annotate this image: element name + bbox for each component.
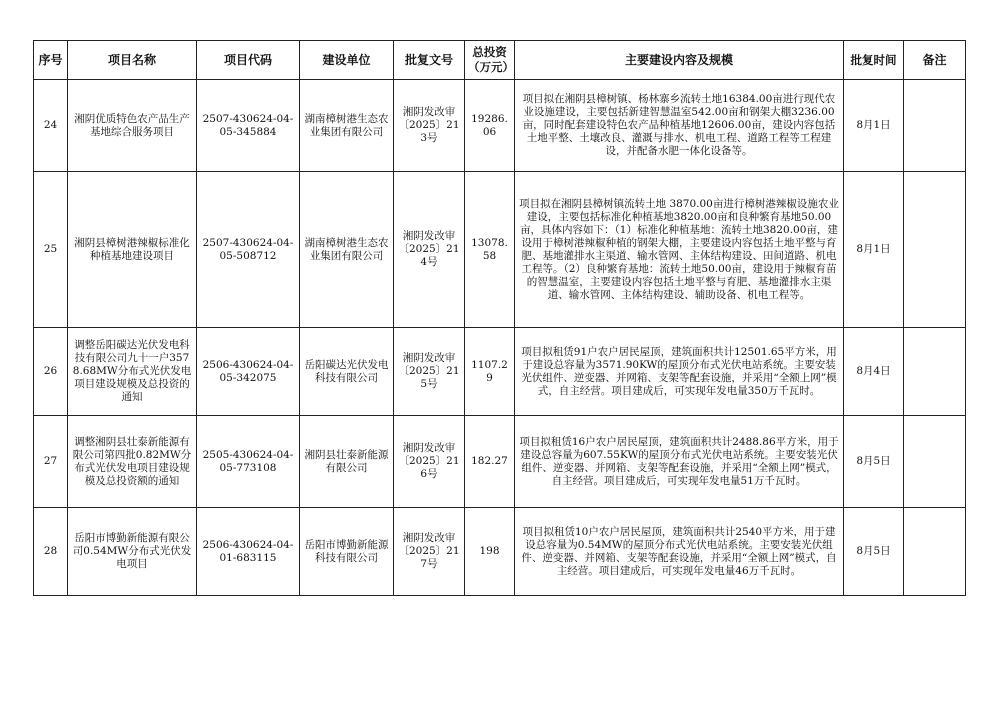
cell-unit: 湘阴县壮泰新能源有限公司	[300, 416, 394, 508]
header-note: 备注	[904, 41, 966, 80]
header-code: 项目代码	[197, 41, 300, 80]
cell-code: 2507-430624-04-05-508712	[197, 172, 300, 328]
cell-note	[904, 80, 966, 172]
cell-doc: 湘阴发改审〔2025〕216号	[394, 416, 465, 508]
approval-table	[33, 40, 966, 596]
table-row	[34, 328, 966, 416]
cell-invest: 19286.06	[465, 80, 515, 172]
cell-note	[904, 172, 966, 328]
table-row	[34, 80, 966, 172]
cell-content: 项目拟在湘阴县樟树镇流转土地 3870.00亩进行樟树港辣椒设施农业建设，主要包括标准化种植基地3820.00亩和良种繁育基地50.00亩，具体内容如下：（1）标准化种植基地：流转土地3820.00亩，建设用于樟树港辣椒种植的钢架大棚，主要建设内容包括土地平整与育肥、基地灌排水主渠道、输水管网、主体结构建设、田间道路、机电工程等。（2）良种繁育基地：流转土地50.00亩，建设用于辣椒育苗的智慧温室，主要建设内容包括土地平整与育肥、基地灌排水主渠道、输水管网、主体结构建设、辅助设备、机电工程等。	[515, 172, 844, 328]
cell-content: 项目拟租赁16户农户居民屋顶，建筑面积共计2488.86平方米，用于建设总容量为607.55KW的屋顶分布式光伏电站系统。主要安装光伏组件、逆变器、并网箱、支架等配套设施，并采用“全额上网”模式，自主经营。项目建成后，可实现年发电量51万千瓦时。	[515, 416, 844, 508]
cell-doc: 湘阴发改审〔2025〕215号	[394, 328, 465, 416]
cell-time: 8月1日	[844, 172, 904, 328]
header-seq: 序号	[34, 41, 68, 80]
cell-unit: 岳阳碳达光伏发电科技有限公司	[300, 328, 394, 416]
cell-doc: 湘阴发改审〔2025〕217号	[394, 508, 465, 596]
cell-invest: 13078.58	[465, 172, 515, 328]
header-unit: 建设单位	[300, 41, 394, 80]
cell-code: 2506-430624-04-05-342075	[197, 328, 300, 416]
cell-invest: 182.27	[465, 416, 515, 508]
cell-content: 项目拟在湘阴县樟树镇、杨林寨乡流转土地16384.00亩进行现代农业设施建设，主要包括新建智慧温室542.00亩和钢架大棚3236.00亩，同时配套建设特色农产品种植基地12606.00亩，建设内容包括土地平整、土壤改良、灌溉与排水、机电工程、道路工程等工程建设，并配备水肥一体化设备等。	[515, 80, 844, 172]
cell-unit: 湖南樟树港生态农业集团有限公司	[300, 80, 394, 172]
header-invest-line1: 总投资	[472, 45, 507, 59]
cell-name: 湘阴县樟树港辣椒标准化种植基地建设项目	[68, 172, 197, 328]
cell-seq: 28	[34, 508, 68, 596]
cell-seq: 26	[34, 328, 68, 416]
cell-name: 调整湘阴县壮泰新能源有限公司第四批0.82MW分布式光伏发电项目建设规模及总投资额的通知	[68, 416, 197, 508]
cell-note	[904, 328, 966, 416]
cell-name: 岳阳市博勤新能源有限公司0.54MW分布式光伏发电项目	[68, 508, 197, 596]
cell-time: 8月5日	[844, 416, 904, 508]
cell-code: 2506-430624-04-01-683115	[197, 508, 300, 596]
cell-doc: 湘阴发改审〔2025〕214号	[394, 172, 465, 328]
header-time: 批复时间	[844, 41, 904, 80]
cell-seq: 25	[34, 172, 68, 328]
cell-doc: 湘阴发改审〔2025〕213号	[394, 80, 465, 172]
cell-name: 调整岳阳碳达光伏发电科技有限公司九十一户3578.68MW分布式光伏发电项目建设规模及总投资的通知	[68, 328, 197, 416]
cell-time: 8月1日	[844, 80, 904, 172]
cell-note	[904, 416, 966, 508]
header-row	[34, 41, 966, 80]
header-name: 项目名称	[68, 41, 197, 80]
cell-content: 项目拟租赁10户农户居民屋顶，建筑面积共计2540平方米，用于建设总容量为0.54MW的屋顶分布式光伏电站系统。主要安装光伏组件、逆变器、并网箱、支架等配套设施，并采用“全额上网”模式，自主经营。项目建成后，可实现年发电量46万千瓦时。	[515, 508, 844, 596]
cell-seq: 27	[34, 416, 68, 508]
cell-code: 2507-430624-04-05-345884	[197, 80, 300, 172]
cell-time: 8月4日	[844, 328, 904, 416]
header-invest	[465, 41, 515, 80]
cell-code: 2505-430624-04-05-773108	[197, 416, 300, 508]
table-row	[34, 172, 966, 328]
cell-note	[904, 508, 966, 596]
cell-invest: 1107.29	[465, 328, 515, 416]
table-row	[34, 416, 966, 508]
cell-unit: 湖南樟树港生态农业集团有限公司	[300, 172, 394, 328]
header-doc: 批复文号	[394, 41, 465, 80]
cell-name: 湘阴优质特色农产品生产基地综合服务项目	[68, 80, 197, 172]
cell-invest: 198	[465, 508, 515, 596]
cell-content: 项目拟租赁91户农户居民屋顶，建筑面积共计12501.65平方米，用于建设总容量为3571.90KW的屋顶分布式光伏电站系统。主要安装光伏组件、逆变器、并网箱、支架等配套设施，并采用“全额上网”模式，自主经营。项目建成后，可实现年发电量350万千瓦时。	[515, 328, 844, 416]
header-content: 主要建设内容及规模	[515, 41, 844, 80]
cell-unit: 岳阳市博勤新能源科技有限公司	[300, 508, 394, 596]
cell-seq: 24	[34, 80, 68, 172]
table-row	[34, 508, 966, 596]
header-invest-line2: （万元）	[468, 60, 514, 74]
cell-time: 8月5日	[844, 508, 904, 596]
